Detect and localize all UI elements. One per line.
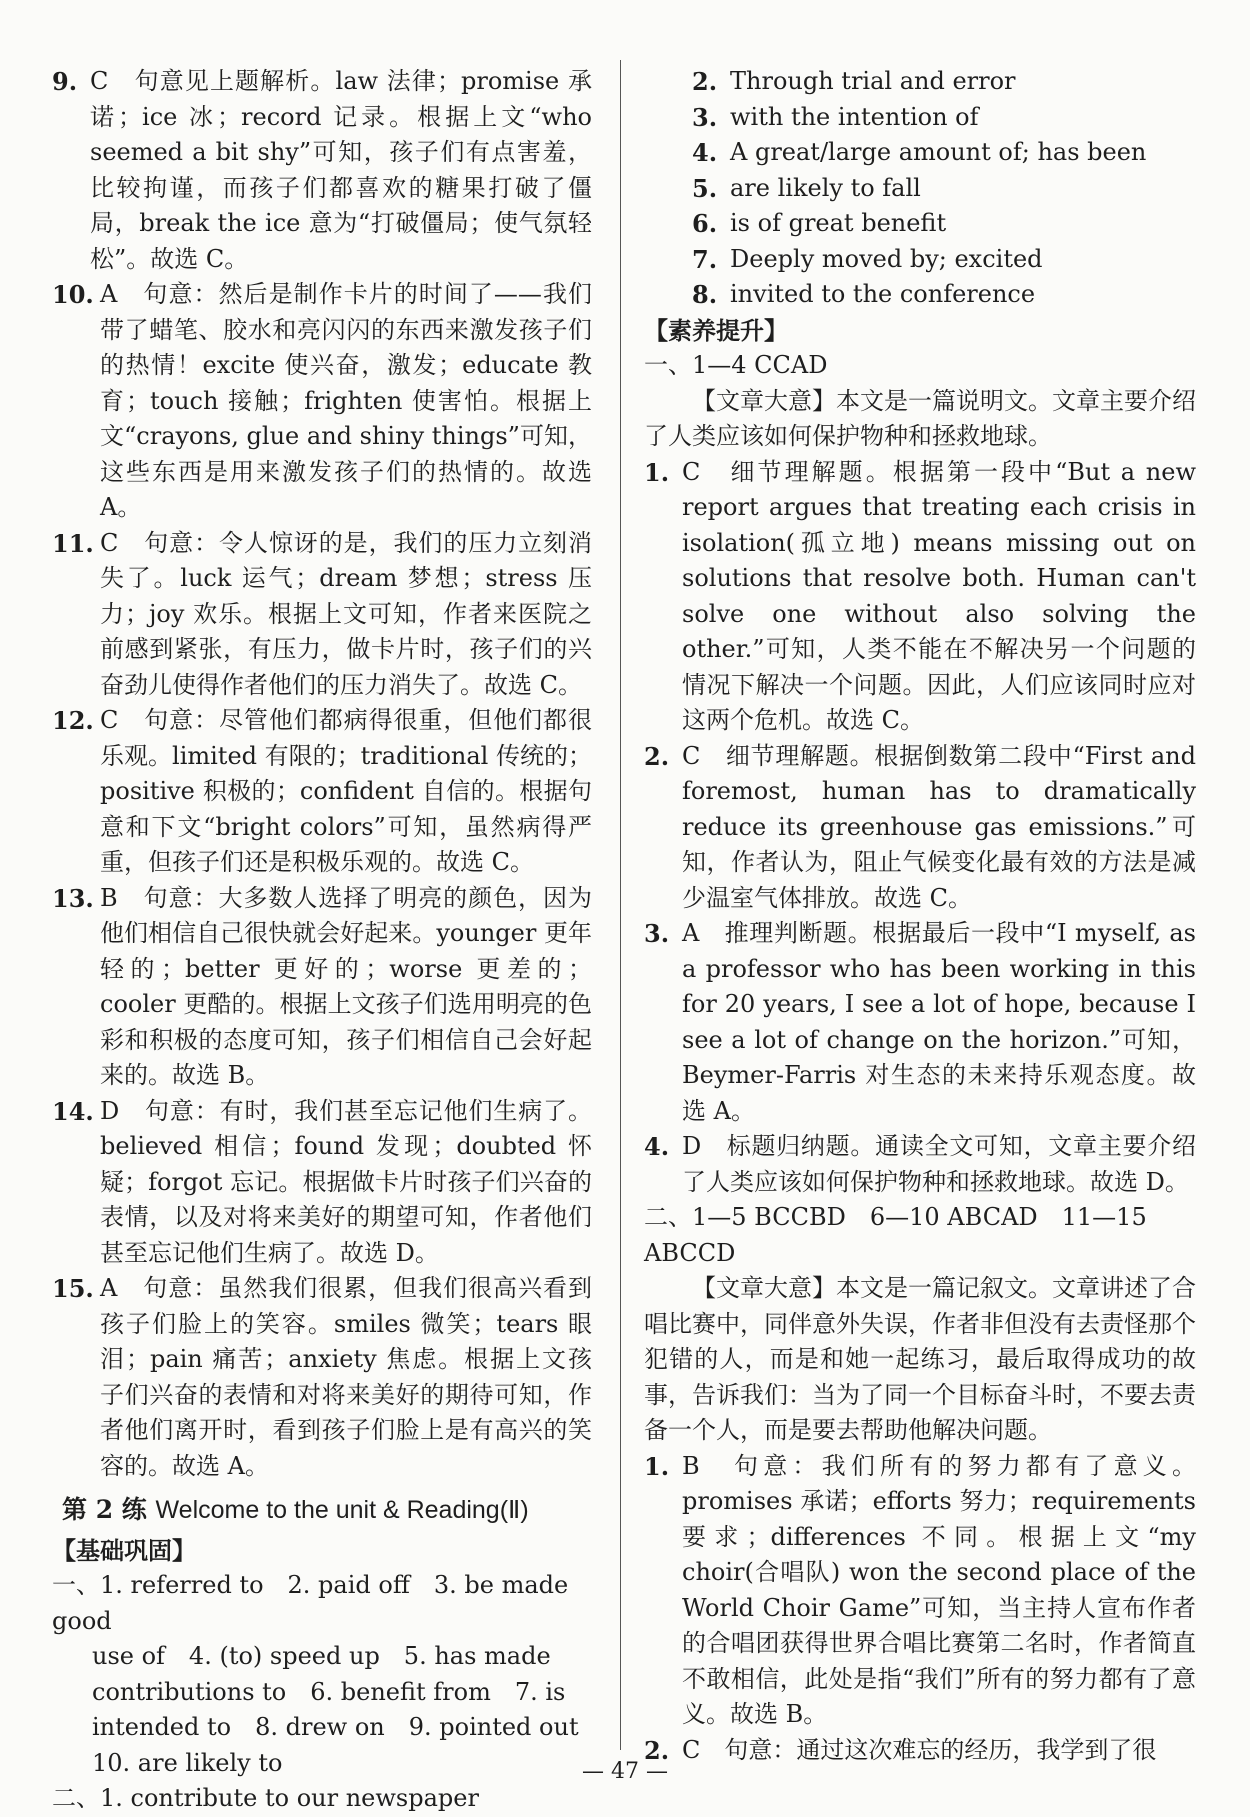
item-text: A great/large amount of; has been [730, 138, 1147, 166]
answer-line: contributions to 6. benefit from 7. is [92, 1677, 566, 1706]
answer-line: 10. are likely to [92, 1748, 283, 1777]
item-text: Deeply moved by; excited [730, 244, 1043, 273]
item-text: B 句意：我们所有的努力都有了意义。promises 承诺；efforts 努力；requirements 要求；differences 不同。根据上文“my choir(合唱队) won the second place of the World Choir Game”可知，当主持人宣布作者的合唱团获得世界合唱比赛第二名时，作者简直不敢相信，此处是指“我们”所有的努力都有了意义。故选 B。 [682, 1451, 1196, 1728]
item-number: 1. [644, 1451, 670, 1481]
item-number: 6. [692, 209, 718, 238]
page-number: — 47 — [582, 1759, 668, 1784]
item-text: C 细节理解题。根据倒数第二段中“First and foremost, human has to dramatically reduce its greenhouse gas emissions.”可知，作者认为，阻止气候变化最有效的方法是减少温室气体排放。故选 C。 [682, 741, 1196, 912]
item-text: C 细节理解题。根据第一段中“But a new report argues that treating each crisis in isolation(孤立地) means missing out on solutions that resolve both. Human can't solve one without also solving the other.”可知，人类不能在不解决另一个问题的情况下解决一个问题。因此，人们应该同时应对这两个危机。故选 C。 [682, 457, 1196, 734]
list-item [692, 135, 1196, 171]
item-number: 15. [52, 1274, 94, 1303]
item-text: C 句意：通过这次难忘的经历，我学到了很 [682, 1735, 1157, 1764]
answer-item-11 [52, 526, 592, 704]
item-number: 2. [644, 1735, 670, 1765]
right-column [644, 64, 1196, 1768]
section-heading-suyang: 【素养提升】 [644, 315, 788, 345]
item-number: 8. [692, 280, 718, 309]
list-item [692, 64, 1196, 100]
section-heading-jichu: 【基础巩固】 [52, 1535, 196, 1565]
answer-line: 1. contribute to our newspaper [100, 1784, 479, 1812]
item-number: 9. [52, 67, 78, 96]
item-text: A 句意：然后是制作卡片的时间了——我们带了蜡笔、胶水和亮闪闪的东西来激发孩子们的热情！excite 使兴奋，激发；educate 教育；touch 接触；frighten 使害怕。根据上文“crayons, glue and shiny things”可知，这些东西是用来激发孩子们的热情的。故选 A。 [100, 280, 592, 521]
left-column [52, 64, 592, 1817]
answer-item-2 [644, 739, 1196, 917]
item-text: A 句意：虽然我们很累，但我们很高兴看到孩子们脸上的笑容。smiles 微笑；tears 眼泪；pain 痛苦；anxiety 焦虑。根据上文孩子们兴奋的表情和对将来美好的期待可知，作者他们离开时，看到孩子们脸上是有高兴的笑容的。故选 A。 [100, 1274, 592, 1480]
item-number: 4. [644, 1132, 670, 1161]
item-text: C 句意见上题解析。law 法律；promise 承诺；ice 冰；record 记录。根据上文“who seemed a bit shy”可知，孩子们有点害羞，比较拘谨，而孩子们都喜欢的糖果打破了僵局，break the ice 意为“打破僵局；使气氛轻松”。故选 C。 [90, 67, 592, 273]
article-summary: 【文章大意】本文是一篇记叙文。文章讲述了合唱比赛中，同伴意外失误，作者非但没有去责怪那个犯错的人，而是和她一起练习，最后取得成功的故事，告诉我们：当为了同一个目标奋斗时，不要去责备一个人，而是要去帮助他解决问题。 [644, 1274, 1196, 1444]
answer-item-12 [52, 703, 592, 881]
lesson-heading [62, 1492, 592, 1529]
list-item [692, 277, 1196, 313]
column-divider [620, 60, 621, 1750]
answer-item-14 [52, 1094, 592, 1272]
list-item [692, 100, 1196, 136]
item-text: C 句意：尽管他们都病得很重，但他们都很乐观。limited 有限的；traditional 传统的；positive 积极的；confident 自信的。根据句意和下文“bright colors”可知，虽然病得严重，但孩子们还是积极乐观的。故选 C。 [100, 706, 592, 876]
part-answer-key: 二、1—5 BCCBD 6—10 ABCAD 11—15 ABCCD [644, 1203, 1147, 1267]
answer-line: intended to 8. drew on 9. pointed out [92, 1713, 579, 1741]
list-item [692, 242, 1196, 278]
item-text: C 句意：令人惊讶的是，我们的压力立刻消失了。luck 运气；dream 梦想；stress 压力；joy 欢乐。根据上文可知，作者来医院之前感到紧张，有压力，做卡片时，孩子们的兴奋劲儿使得作者他们的压力消失了。故选 C。 [100, 528, 592, 699]
item-text: are likely to fall [730, 173, 921, 202]
item-number: 14. [52, 1096, 94, 1126]
answer-item-9 [52, 64, 592, 277]
item-number: 3. [692, 102, 718, 132]
item-text: with the intention of [730, 102, 979, 131]
item-number: 4. [692, 138, 718, 167]
answer-line: 1. referred to 2. paid off 3. be made good [52, 1571, 569, 1635]
item-number: 5. [692, 173, 718, 203]
answer-item-4 [644, 1129, 1196, 1200]
item-number: 12. [52, 706, 94, 735]
item-number: 11. [52, 528, 94, 558]
item-text: D 句意：有时，我们甚至忘记他们生病了。believed 相信；found 发现；doubted 怀疑；forgot 忘记。根据做卡片时孩子们兴奋的表情，以及对将来美好的期望可知，作者他们甚至忘记他们生病了。故选 D。 [100, 1096, 592, 1267]
answer-item-15 [52, 1271, 592, 1484]
list-item [692, 206, 1196, 242]
answer-item-1 [644, 455, 1196, 739]
lesson-title: Welcome to the unit & Reading(Ⅱ) [155, 1496, 529, 1524]
item-number: 10. [52, 280, 94, 309]
answer-item-13 [52, 881, 592, 1094]
item-text: invited to the conference [730, 280, 1036, 308]
item-number: 1. [644, 457, 670, 487]
item-number: 3. [644, 919, 670, 948]
lesson-number: 第 2 练 [62, 1495, 147, 1524]
answer-item-3 [644, 916, 1196, 1129]
item-text: A 推理判断题。根据最后一段中“I myself, as a professor who has been working in this for 20 years, I see a lot of hope, because I see a lot of change on the horizon.”可知，Beymer-Farris 对生态的未来持乐观态度。故选 A。 [682, 919, 1196, 1125]
part-label: 一、 [52, 1571, 100, 1599]
item-number: 2. [692, 67, 718, 96]
part-answer-key: 一、1—4 CCAD [644, 351, 828, 379]
item-number: 13. [52, 883, 94, 913]
item-text: D 标题归纳题。通读全文可知，文章主要介绍了人类应该如何保护物种和拯救地球。故选 D。 [682, 1132, 1196, 1196]
part1-answers [52, 1568, 592, 1639]
part-label: 二、 [52, 1784, 100, 1812]
item-text: Through trial and error [730, 67, 1016, 95]
item-number: 7. [692, 244, 718, 274]
answer-item-1 [644, 1449, 1196, 1733]
list-item [692, 171, 1196, 207]
article-summary: 【文章大意】本文是一篇说明文。文章主要介绍了人类应该如何保护物种和拯救地球。 [644, 386, 1196, 450]
part2-list [644, 64, 1196, 313]
item-text: is of great benefit [730, 209, 947, 237]
answer-line: use of 4. (to) speed up 5. has made [92, 1642, 551, 1670]
item-number: 2. [644, 741, 670, 771]
answer-item-10 [52, 277, 592, 526]
item-text: B 句意：大多数人选择了明亮的颜色，因为他们相信自己很快就会好起来。younger 更年轻的；better 更好的；worse 更差的；cooler 更酷的。根据上文孩子们选用明亮的色彩和积极的态度可知，孩子们相信自己会好起来的。故选 B。 [100, 883, 592, 1089]
